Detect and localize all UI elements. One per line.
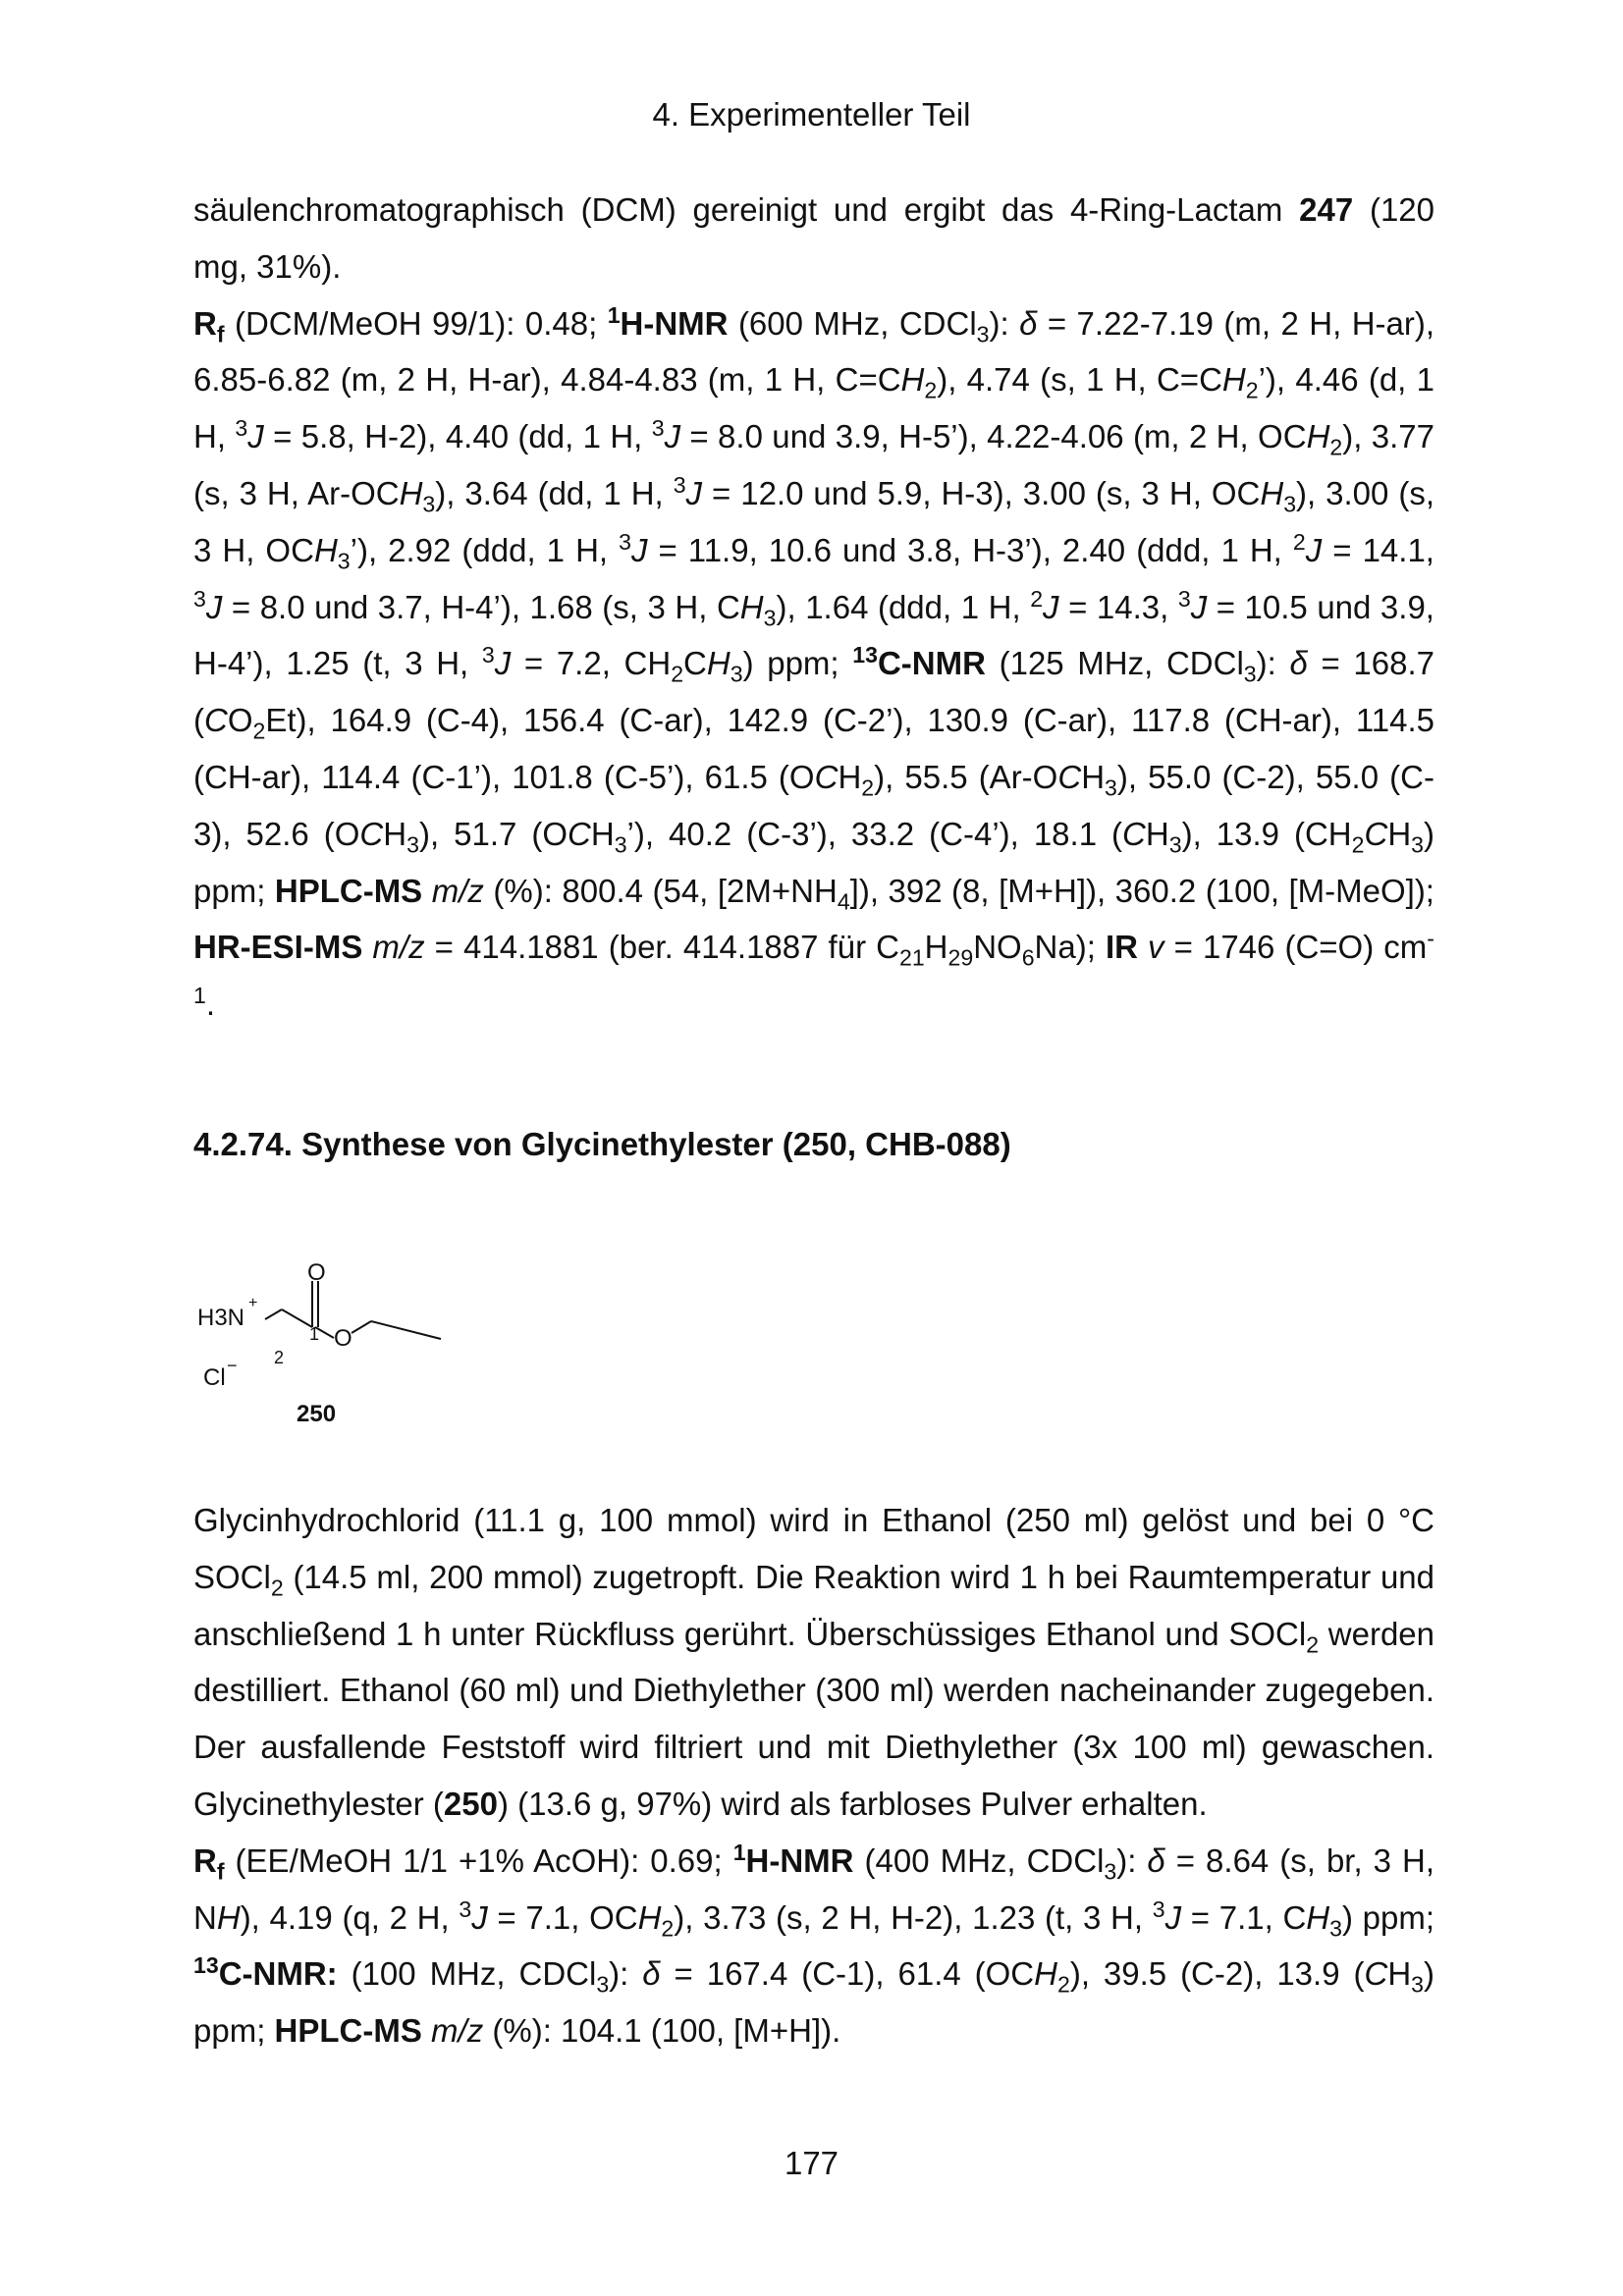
locant-2: 2 (274, 1348, 285, 1367)
plus-charge-label: + (248, 1295, 258, 1311)
oxygen-carbonyl-label: O (307, 1259, 326, 1286)
chemical-structure-250 (193, 1247, 468, 1443)
paragraph: Glycinhydrochlorid (11.1 g, 100 mmol) wird in Ethanol (250 ml) gelöst und bei 0 °C SOCl$_2$ (14.5 ml, 200 mmol) zugetropft. Die Reaktion wird 1 h bei Raumtemperatur und anschließend 1 h unter Rückfluss gerührt. Überschüssiges Ethanol und SOCl$_2$ werden destilliert. Ethanol (60 ml) und Diethylether (300 ml) werden nacheinander zugegeben. Der ausfallende Feststoff wird filtriert und mit Diethylether (3x 100 ml) gewaschen. Glycinethylester (250) (13.6 g, 97%) wird als farbloses Pulver erhalten. (193, 1502, 1434, 1822)
minus-charge-label: − (227, 1356, 238, 1375)
paragraph: $R_f$ (EE/MeOH 1/1 +1% AcOH): 0.69; $^1$H-NMR (400 MHz, CDCl$_3$): δ = 8.64 (s, br, 3 H, NH), 4.19 (q, 2 H, $^3$J = 7.1, $OCH_2$), 3.73 (s, 2 H, H-2), 1.23 (t, 3 H, $^3$J = 7.1, $CH_3$) ppm; $^{13}$C-NMR: (100 MHz, CDCl$_3$): δ = 167.4 (C-1), 61.4 $(OCH_2)$, 39.5 (C-2), 13.9 $(CH_3)$ ppm; HPLC-MS m/z (%): 104.1 (100, [M+H]). (193, 1839, 1435, 2050)
ammonium-label: H3N (197, 1305, 245, 1331)
page-number: 177 (784, 2145, 839, 2181)
oxygen-ester-label: O (334, 1325, 352, 1352)
section-heading: 4.2.74. Synthese von Glycinethylester (250, CHB-088) (193, 1126, 1011, 1162)
chloride-label: Cl (203, 1364, 226, 1391)
paragraph: säulenchromatographisch (DCM) gereinigt und ergibt das 4-Ring-Lactam 247 (120 mg, 31%). (193, 191, 1435, 285)
synthesis-block-250 (193, 1492, 1434, 2059)
paragraph: $R_f$ (DCM/MeOH 99/1): 0.48; $^1$H-NMR (600 MHz, CDCl$_3$): δ = 7.22-7.19 (m, 2 H, H-ar), 6.85-6.82 (m, 2 H, H-ar), 4.84-4.83 (m, 1 H, $C=CH_2$), 4.74 (s, 1 H, $C=CH_2$’), 4.46 (d, 1 H, $^3$J = 5.8, H-2), 4.40 (dd, 1 H, $^3$J = 8.0 und 3.9, H-5’), 4.22-4.06 (m, 2 H, $OCH_2$), 3.77 (s, 3 H, $Ar-OCH_3$), 3.64 (dd, 1 H, $^3$J = 12.0 und 5.9, H-3), 3.00 (s, 3 H, $OCH_3$), 3.00 (s, 3 H, $OCH_3$’), 2.92 (ddd, 1 H, $^3$J = 11.9, 10.6 und 3.8, H-3’), 2.40 (ddd, 1 H, $^2$J = 14.1, $^3$J = 8.0 und 3.7, H-4’), 1.68 (s, 3 H, $CH_3$), 1.64 (ddd, 1 H, $^2$J = 14.3, $^3$J = 10.5 und 3.9, H-4’), 1.25 (t, 3 H, $^3$J = 7.2, $CH_2CH_3$) ppm; $^{13}$C-NMR (125 MHz, CDCl$_3$): δ = 168.7 $(CO_2Et)$, 164.9 (C-4), 156.4 (C-ar), 142.9 (C-2’), 130.9 (C-ar), 117.8 (CH-ar), 114.5 (CH-ar), 114.4 (C-1’), 101.8 (C-5’), 61.5 $(OCH_2)$, 55.5 $(Ar-OCH_3)$, 55.0 (C-2), 55.0 (C-3), 52.6 $(OCH_3)$, 51.7 $(OCH_3’)$, 40.2 (C-3’), 33.2 (C-4’), 18.1 $(CH_3)$, 13.9 $(CH_2CH_3)$ ppm; HPLC-MS m/z (%): 800.4 (54, $[2M+NH_4]$), 392 (8, [M+H]), 360.2 (100, [M-MeO]); HR-ESI-MS m/z = 414.1881 (ber. 414.1887 für $C_{21}H_{29}NO_6Na$); IR v = 1746 (C=O) $cm^{-1}$. (193, 301, 1435, 1023)
compound-number: 250 (297, 1401, 337, 1427)
locant-1: 1 (309, 1324, 320, 1344)
page-header: 4. Experimenteller Teil (652, 96, 971, 133)
characterization-block-247 (193, 182, 1434, 1033)
